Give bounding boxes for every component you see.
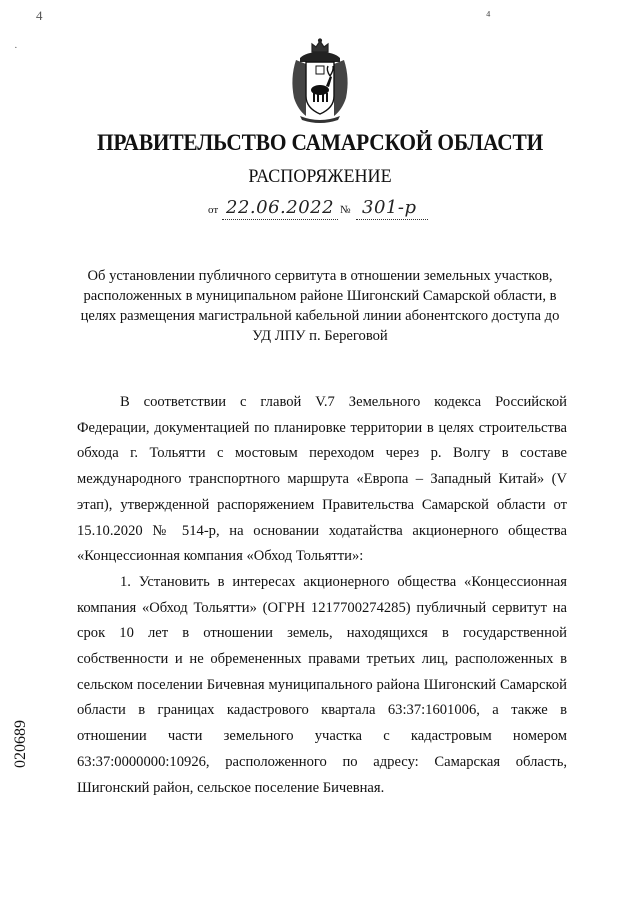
page-mark: 4 [36, 8, 43, 23]
government-title: ПРАВИТЕЛЬСТВО САМАРСКОЙ ОБЛАСТИ [96, 130, 544, 155]
number-handwritten: 301-р [362, 197, 417, 218]
number-label: № [340, 204, 351, 216]
page-mark: · [14, 42, 18, 54]
body-paragraph: В соответствии с главой V.7 Земельного кодекса Российской Федерации, документацией по планировке территории в целях строительства обхода г. Тольятти с мостовым переходом через р. Волгу в составе международного транспортного маршрута «Европа – Западный Китай» (V этап), утвержденной распоряжением Правительства Самарской области от 15.10.2020 № 514-р, на основании ходатайства акционерного общества «Концессионная компания «Обход Тольятти»: [77, 394, 567, 565]
page-mark: ⁴ [486, 8, 491, 23]
document-type: РАСПОРЯЖЕНИЕ [248, 166, 392, 187]
date-underline [222, 219, 338, 220]
body-paragraph: 1. Установить в интересах акционерного общества «Концессионная компания «Обход Тольятти» (ОГРН 1217700274285) публичный сервитут на срок 10 лет в отношении земель, находящихся в государственной собственности и не обремененных правами третьих лиц, расположенных в сельском поселении Бичевная муниципального района Шигонский Самарской области в границах кадастрового квартала 63:37:1601006, а также в отношении части земельного участка с кадастровым номером 63:37:0000000:10926, расположенного по адресу: Самарская область, Шигонский район, сельское поселение Бичевная. [77, 573, 567, 796]
document-body [77, 390, 567, 801]
date-label: от [208, 204, 219, 216]
document-subject: Об установлении публичного сервитута в отношении земельных участков, расположенных в муниципальном районе Шигонский Самарской области, в целях размещения магистральной кабельной линии абонентского доступа до УД ЛПУ п. Береговой [80, 268, 560, 344]
side-stamp-number: 020689 [12, 720, 29, 768]
date-handwritten: 22.06.2022 [226, 197, 335, 218]
number-underline [356, 219, 428, 220]
order-date-number [208, 196, 468, 220]
coat-of-arms-icon [286, 38, 354, 124]
